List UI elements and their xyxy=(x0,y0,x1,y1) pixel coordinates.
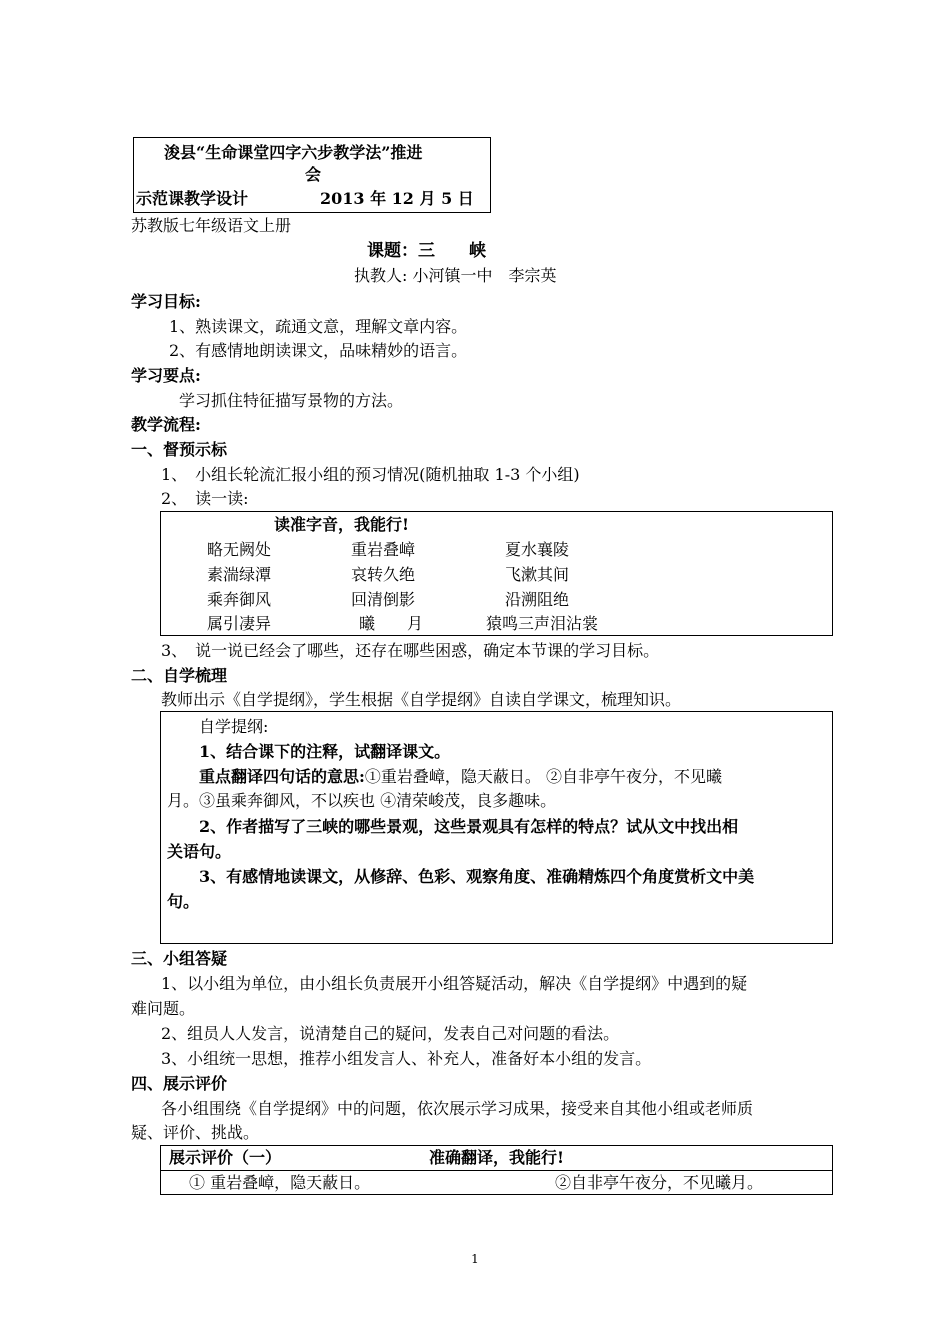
section1-item2: 2、 读一读: xyxy=(161,489,249,508)
outline-question-2: 2、作者描写了三峡的哪些景观，这些景观具有怎样的特点？试从文中找出相 xyxy=(199,817,739,836)
table-cell-2: ②自非亭午夜分，不见曦月。 xyxy=(555,1173,764,1192)
section3-item1: 1、以小组为单位，由小组长负责展开小组答疑活动，解决《自学提纲》中遇到的疑 xyxy=(161,974,748,993)
section3-item2: 2、组员人人发言，说清楚自己的疑问，发表自己对问题的看法。 xyxy=(161,1024,620,1043)
outline-q1-detail-text: ①重岩叠嶂，隐天蔽日。 ②自非亭午夜分，不见曦 xyxy=(364,767,723,786)
word-cell: 曦 月 xyxy=(359,614,424,633)
outline-q1-detail-cont: 月。③虽乘奔御风，不以疾也 ④清荣峻茂，良多趣味。 xyxy=(167,791,557,810)
word-cell: 属引凄异 xyxy=(207,614,272,633)
outline-question-2-cont: 关语句。 xyxy=(167,842,232,861)
word-cell: 回清倒影 xyxy=(351,590,416,609)
section1-item1: 1、 小组长轮流汇报小组的预习情况(随机抽取 1-3 个小组) xyxy=(161,465,580,484)
table-header-left: 展示评价（一） xyxy=(169,1148,282,1167)
section2-intro: 教师出示《自学提纲》，学生根据《自学提纲》自读自学课文，梳理知识。 xyxy=(161,690,682,709)
table-cell-1: ① 重岩叠嶂，隐天蔽日。 xyxy=(189,1173,371,1192)
goal-item: 2、有感情地朗读课文，品味精妙的语言。 xyxy=(169,341,468,360)
header-box xyxy=(133,137,491,213)
word-cell: 重岩叠嶂 xyxy=(351,540,416,559)
word-cell: 素湍绿潭 xyxy=(207,565,272,584)
table-divider xyxy=(161,1170,832,1171)
header-subtitle: 示范课教学设计 xyxy=(136,189,249,208)
section3-item3: 3、小组统一思想，推荐小组发言人、补充人，准备好本小组的发言。 xyxy=(161,1049,652,1068)
section3-heading: 三、小组答疑 xyxy=(131,949,228,968)
word-cell: 哀转久绝 xyxy=(351,565,416,584)
textbook-label: 苏教版七年级语文上册 xyxy=(131,216,292,235)
study-outline-box xyxy=(160,711,833,944)
outline-question-1: 1、结合课下的注释，试翻译课文。 xyxy=(199,742,451,761)
word-cell: 略无阙处 xyxy=(207,540,272,559)
goal-item: 1、熟读课文，疏通文意，理解文章内容。 xyxy=(169,317,468,336)
header-title-line1: 浚县“生命课堂四字六步教学法”推进 xyxy=(164,143,423,162)
section4-intro: 各小组围绕《自学提纲》中的问题，依次展示学习成果，接受来自其他小组或老师质 xyxy=(161,1099,754,1118)
goals-heading: 学习目标: xyxy=(131,292,201,311)
section1-item3: 3、 说一说已经会了哪些，还存在哪些困惑，确定本节课的学习目标。 xyxy=(161,641,660,660)
reading-box-title: 读准字音，我能行! xyxy=(274,515,410,534)
lesson-title: 课题：三 峡 xyxy=(367,241,486,261)
table-header-right: 准确翻译，我能行! xyxy=(429,1148,565,1167)
evaluation-table xyxy=(160,1145,833,1195)
reading-box xyxy=(160,511,833,636)
teacher-line: 执教人: 小河镇一中 李宗英 xyxy=(354,266,557,285)
section4-intro-cont: 疑、评价、挑战。 xyxy=(131,1123,260,1142)
study-outline-label: 自学提纲: xyxy=(199,717,269,736)
process-heading: 教学流程: xyxy=(131,415,201,434)
header-title-line2: 会 xyxy=(305,165,322,184)
page-number: 1 xyxy=(471,1252,479,1266)
word-cell: 猿鸣三声泪沾裳 xyxy=(486,614,599,633)
word-cell: 乘奔御风 xyxy=(207,590,272,609)
word-cell: 夏水襄陵 xyxy=(505,540,570,559)
key-points-heading: 学习要点: xyxy=(131,366,201,385)
header-date: 2013 年 12 月 5 日 xyxy=(320,189,474,208)
word-cell: 飞漱其间 xyxy=(505,565,570,584)
outline-question-3: 3、有感情地读课文，从修辞、色彩、观察角度、准确精炼四个角度赏析文中美 xyxy=(199,867,755,886)
section2-heading: 二、自学梳理 xyxy=(131,666,228,685)
section3-item1-cont: 难问题。 xyxy=(131,999,196,1018)
section1-heading: 一、督预示标 xyxy=(131,440,228,459)
outline-question-3-cont: 句。 xyxy=(167,892,200,911)
outline-q1-detail-label: 重点翻译四句话的意思: xyxy=(199,767,365,786)
word-cell: 沿溯阻绝 xyxy=(505,590,570,609)
section4-heading: 四、展示评价 xyxy=(131,1074,228,1093)
key-points-text: 学习抓住特征描写景物的方法。 xyxy=(179,391,404,410)
outline-q1-detail xyxy=(199,766,722,788)
